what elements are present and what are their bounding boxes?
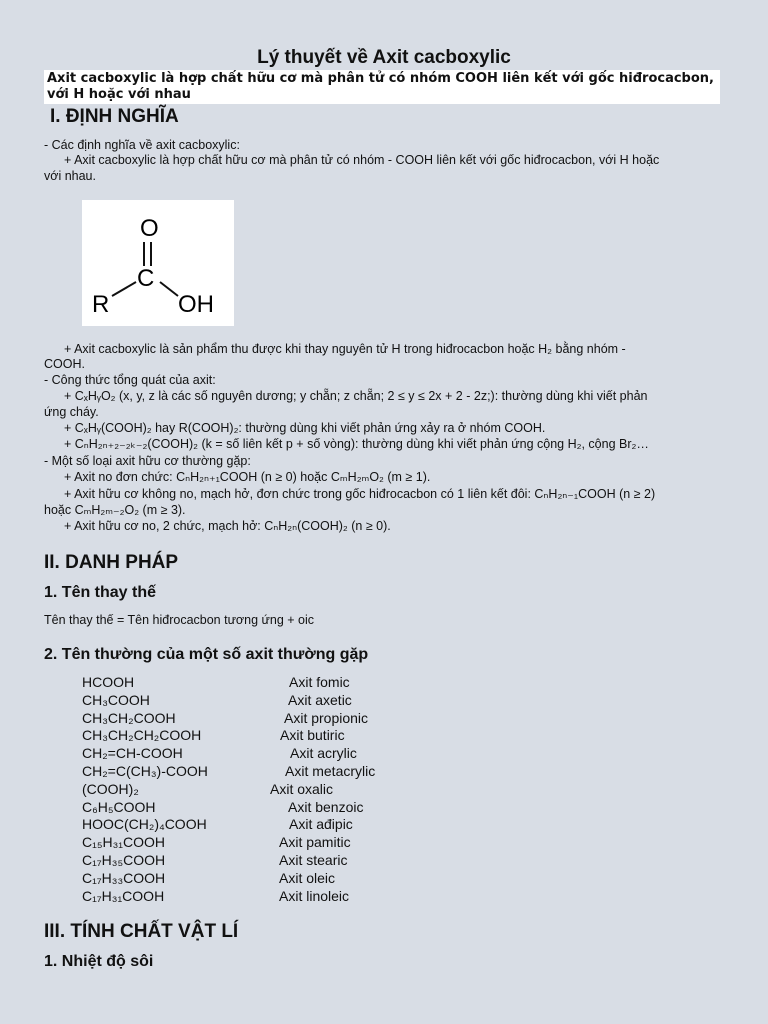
carbon-atom-label: C: [137, 265, 155, 292]
subheading-common-names: 2. Tên thường của một số axit thường gặp: [44, 646, 369, 663]
definition-line: + CₙH₂ₙ₊₂₋₂ₖ₋₂(COOH)₂ (k = số liên kết p + số vòng): thường dùng khi viết phản ứng cộng H₂, cộng Br₂…: [64, 437, 649, 451]
page-title: Lý thuyết về Axit cacboxylic: [257, 47, 511, 68]
acid-formula: HCOOH: [82, 674, 135, 690]
r-group-label: R: [92, 291, 110, 318]
acid-name: Axit metacrylic: [285, 762, 376, 779]
subheading-substitutive-name: 1. Tên thay thế: [44, 584, 157, 601]
acid-formula: C₁₇H₃₅COOH: [82, 851, 166, 868]
definition-line: + Axit no đơn chức: CₙH₂ₙ₊₁COOH (n ≥ 0) hoặc CₘH₂ₘO₂ (m ≥ 1).: [64, 470, 431, 484]
acid-name: Axit fomic: [289, 674, 350, 690]
oxygen-atom-label: O: [140, 215, 159, 242]
acid-name: Axit linoleic: [279, 887, 350, 904]
section-heading-nomenclature: II. DANH PHÁP: [44, 552, 179, 573]
acid-formula: C₁₇H₃₁COOH: [82, 887, 165, 904]
acid-formula: C₁₅H₃₁COOH: [82, 834, 166, 851]
subheading-boiling-point: 1. Nhiệt độ sôi: [44, 953, 154, 970]
substitutive-name-rule: Tên thay thế = Tên hiđrocacbon tương ứng + oic: [44, 613, 315, 627]
acid-formula: HOOC(CH₂)₄COOH: [82, 816, 207, 833]
acid-formula: C₆H₅COOH: [82, 798, 156, 815]
acid-formula: CH₃COOH: [82, 691, 150, 708]
acid-name: Axit oleic: [279, 869, 336, 886]
acid-formula: (COOH)₂: [82, 780, 139, 797]
acid-name: Axit butiric: [280, 727, 345, 744]
section-heading-physical-properties: III. TÍNH CHẤT VẬT LÍ: [44, 921, 239, 942]
definition-line: ứng cháy.: [44, 405, 99, 419]
definition-line: + CₓHᵧ(COOH)₂ hay R(COOH)₂: thường dùng khi viết phản ứng xảy ra ở nhóm COOH.: [64, 421, 546, 435]
definition-line: - Các định nghĩa về axit cacboxylic:: [44, 138, 240, 152]
acid-formula: CH₂=C(CH₃)-COOH: [82, 762, 208, 779]
acid-formula: C₁₇H₃₃COOH: [82, 869, 166, 886]
definition-line: với nhau.: [44, 169, 96, 183]
definition-line: + Axit hữu cơ không no, mạch hở, đơn chức trong gốc hiđrocacbon có 1 liên kết đôi: CₙH₂ₙ₋₁COOH (n ≥ 2): [64, 487, 656, 501]
acid-name: Axit ađipic: [289, 816, 353, 833]
acid-formula: CH₂=CH-COOH: [82, 745, 183, 762]
section-heading-definition: I. ĐỊNH NGHĨA: [50, 106, 179, 127]
carboxyl-structure-image: [82, 200, 234, 326]
acid-name: Axit propionic: [284, 709, 369, 726]
acid-name: Axit acrylic: [290, 745, 357, 762]
acid-formula: CH₃CH₂CH₂COOH: [82, 727, 202, 744]
definition-line: + Axit cacboxylic là sản phẩm thu được khi thay nguyên tử H trong hiđrocacbon hoặc H₂ bằng nhóm -: [64, 342, 626, 356]
definition-line: - Công thức tổng quát của axit:: [44, 373, 216, 387]
acid-name: Axit benzoic: [288, 798, 364, 815]
definition-line: + CₓHᵧO₂ (x, y, z là các số nguyên dương; y chẵn; z chẵn; 2 ≤ y ≤ 2x + 2 - 2z;): thường dùng khi viết phản: [64, 389, 648, 403]
acid-name: Axit oxalic: [270, 780, 334, 797]
acid-name: Axit axetic: [288, 691, 352, 708]
definition-line: - Một số loại axit hữu cơ thường gặp:: [44, 454, 251, 468]
definition-line: hoặc CₘH₂ₘ₋₂O₂ (m ≥ 3).: [44, 503, 186, 517]
definition-line: COOH.: [44, 357, 85, 371]
acid-formula: CH₃CH₂COOH: [82, 709, 176, 726]
hydroxyl-group-label: OH: [178, 291, 214, 318]
acid-name: Axit pamitic: [279, 834, 351, 851]
summary-box: Axit cacboxylic là hợp chất hữu cơ mà phân tử có nhóm COOH liên kết với gốc hiđrocacbon, với H hoặc với nhau: [44, 70, 720, 104]
definition-line: + Axit hữu cơ no, 2 chức, mạch hở: CₙH₂ₙ(COOH)₂ (n ≥ 0).: [64, 519, 391, 533]
acid-name: Axit stearic: [279, 851, 348, 868]
definition-line: + Axit cacboxylic là hợp chất hữu cơ mà phân tử có nhóm - COOH liên kết với gốc hiđrocacbon, với H hoặc: [64, 153, 660, 167]
